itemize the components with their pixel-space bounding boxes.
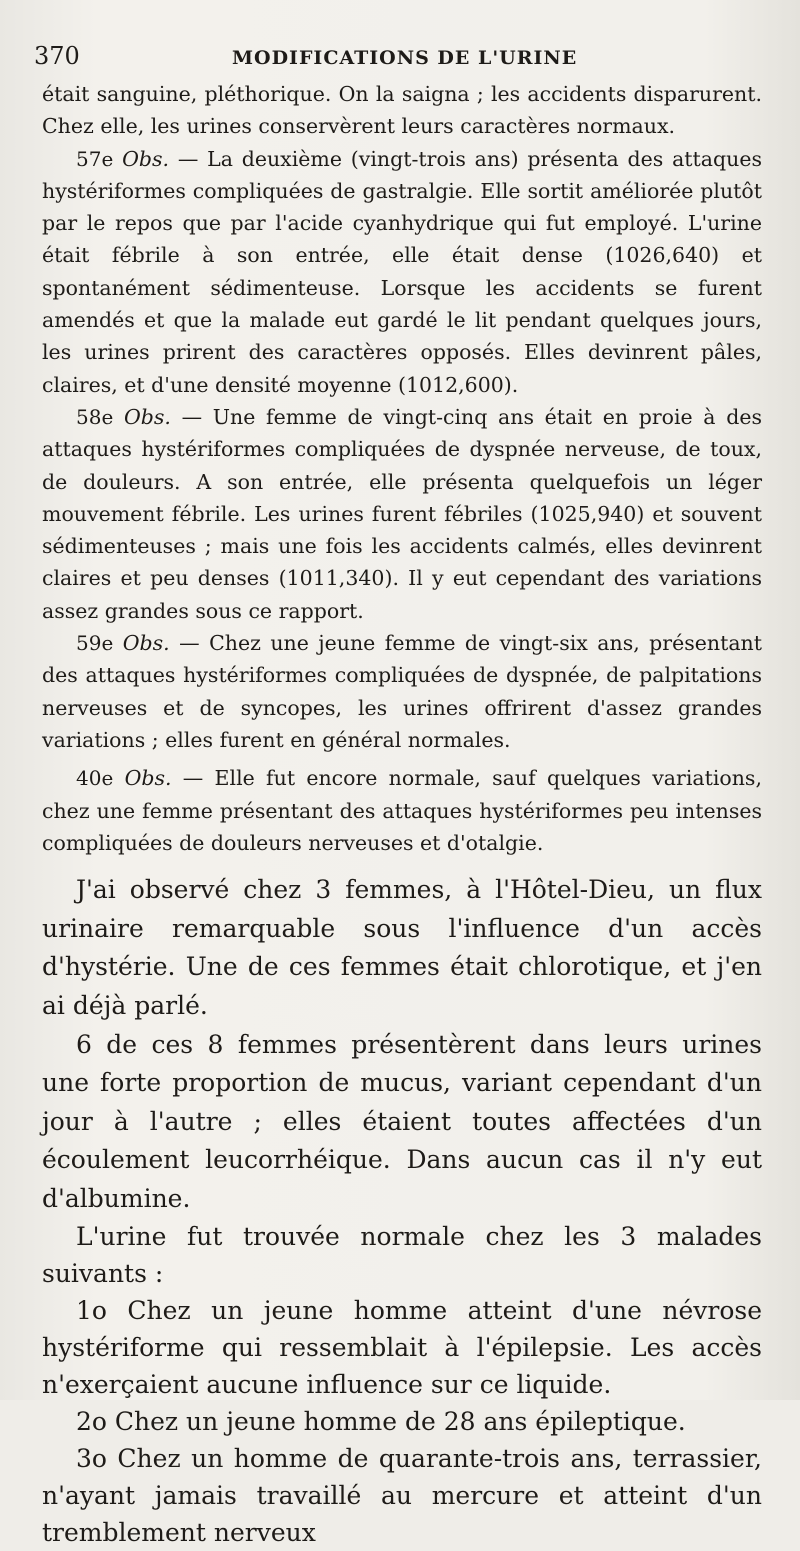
observation-label: Obs. — [124, 766, 172, 791]
observation-label: Obs. — [122, 146, 170, 171]
paragraph-mucus: 6 de ces 8 femmes présentèrent dans leurs urines une forte proportion de mucus, variant cependant d'un jour à l'autre ; elles étaient toutes affectées d'un écoulement leucorrhéique. Dans aucun cas il n'y eut d'albumine. — [42, 1029, 762, 1213]
observation-40 — [42, 762, 762, 859]
observation-58 — [42, 401, 762, 627]
observation-number: 57e — [76, 146, 114, 171]
observation-text: — Une femme de vingt-cinq ans était en proie à des attaques hystériformes compliquées de dyspnée nerveuse, de toux, de douleurs. A son entrée, elle présenta quelquefois un léger mouvement fébrile. Les urines furent fébriles (1025,940) et souvent sédimenteuses ; mais une fois les accidents calmés, elles devinrent claires et peu denses (1011,340). Il y eut cependant des variations assez grandes sous ce rapport. — [42, 404, 762, 623]
observation-text: — Elle fut encore normale, sauf quelques variations, chez une femme présentant des attaques hystériformes peu intenses compliquées de douleurs nerveuses et d'otalgie. — [42, 766, 762, 855]
observation-59 — [42, 627, 762, 756]
observation-text: — Chez une jeune femme de vingt-six ans, présentant des attaques hystériformes compliquées de dyspnée, de palpitations nerveuses et de syncopes, les urines offrirent d'assez grandes variations ; elles furent en général normales. — [42, 631, 762, 752]
list-item-2: 2o Chez un jeune homme de 28 ans épileptique. — [76, 1407, 686, 1437]
observation-number: 58e — [76, 404, 114, 429]
observation-label: Obs. — [122, 631, 170, 656]
paragraph-continuation: était sanguine, pléthorique. On la saigna ; les accidents disparurent. Chez elle, les urines conservèrent leurs caractères normaux. — [42, 82, 762, 139]
running-head — [34, 42, 762, 70]
observation-text: — La deuxième (vingt-trois ans) présenta des attaques hystériformes compliquées de gastralgie. Elle sortit améliorée plutôt par le repos que par l'acide cyanhydrique qui fut employé. L'urine était fébrile à son entrée, elle était dense (1026,640) et spontanément sédimenteuse. Lorsque les accidents se furent amendés et que la malade eut gardé le lit pendant quelques jours, les urines prirent des caractères opposés. Elles devinrent pâles, claires, et d'une densité moyenne (1012,600). — [42, 146, 762, 397]
observation-57 — [42, 143, 762, 401]
list-item-1: 1o Chez un jeune homme atteint d'une névrose hystériforme qui ressemblait à l'épilepsie. Les accès n'exerçaient aucune influence sur ce liquide. — [42, 1296, 762, 1400]
paragraph-normal-urine: L'urine fut trouvée normale chez les 3 malades suivants : — [42, 1222, 762, 1289]
observation-label: Obs. — [123, 404, 171, 429]
observation-number: 59e — [76, 631, 114, 656]
list-item-3: 3o Chez un homme de quarante-trois ans, terrassier, n'ayant jamais travaillé au mercure et atteint d'un tremblement nerveux — [42, 1444, 762, 1548]
paragraph-hotel-dieu: J'ai observé chez 3 femmes, à l'Hôtel-Dieu, un flux urinaire remarquable sous l'influence d'un accès d'hystérie. Une de ces femmes était chlorotique, et j'en ai déjà parlé. — [42, 875, 762, 1020]
observation-number: 40e — [76, 766, 114, 791]
running-title: MODIFICATIONS DE L'URINE — [232, 47, 578, 69]
page-number: 370 — [34, 42, 80, 70]
